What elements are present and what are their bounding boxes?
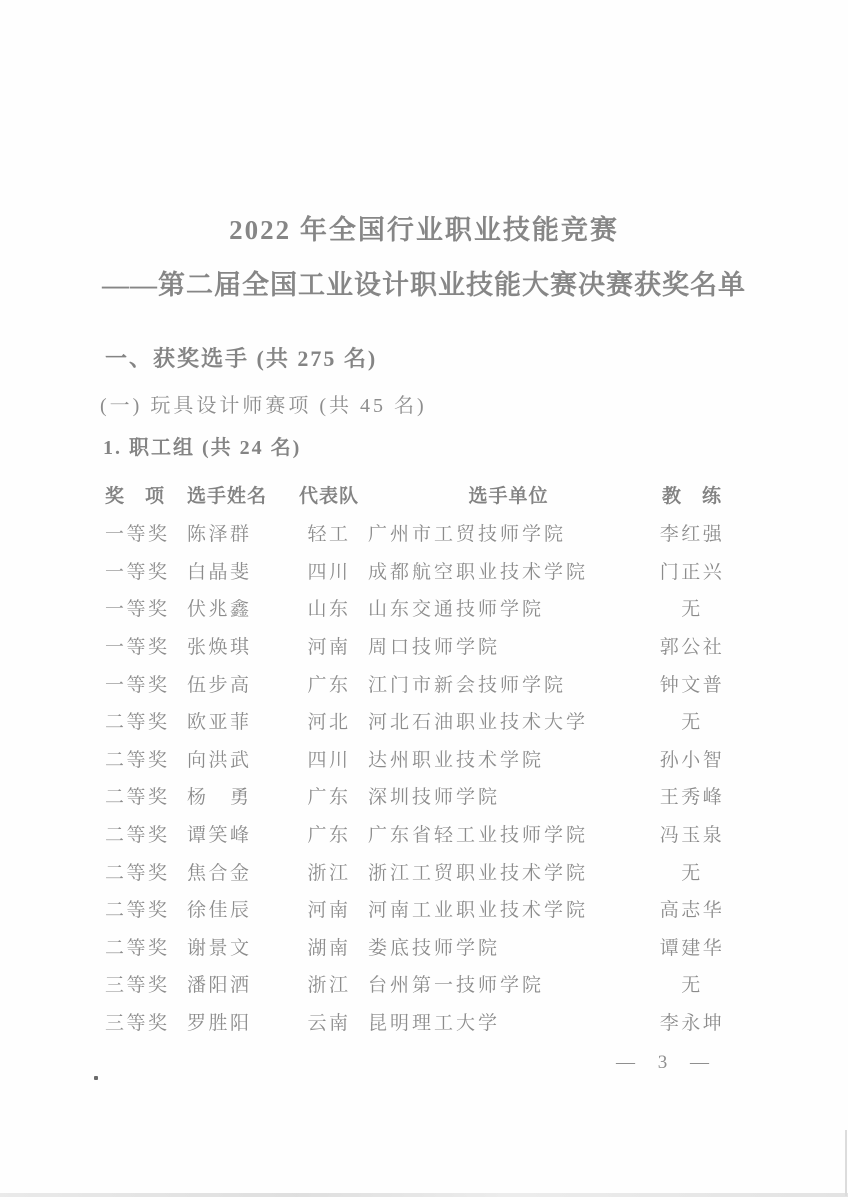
cell-name: 谭笑峰 — [187, 825, 252, 847]
page-number: — 3 — — [616, 1052, 718, 1073]
cell-team: 云南 — [307, 1013, 351, 1035]
cell-unit: 娄底技师学院 — [368, 937, 501, 959]
table-header-row — [105, 474, 735, 514]
cell-unit: 山东交通技师学院 — [368, 599, 545, 621]
cell-award: 二等奖 — [105, 787, 170, 809]
cell-name: 杨 勇 — [187, 787, 252, 809]
cell-award: 二等奖 — [105, 900, 170, 922]
cell-team: 广东 — [307, 825, 351, 847]
cell-award: 二等奖 — [105, 825, 170, 847]
cell-name: 向洪武 — [187, 749, 252, 771]
cell-unit: 昆明理工大学 — [368, 1013, 501, 1035]
cell-team: 轻工 — [307, 524, 351, 546]
scan-speck-artifact — [94, 1076, 98, 1080]
table-row — [105, 627, 735, 665]
winners-table — [105, 474, 735, 1040]
table-row — [105, 552, 735, 590]
table-row — [105, 514, 735, 552]
cell-coach: 孙小智 — [659, 749, 725, 771]
header-team: 代表队 — [298, 485, 359, 507]
cell-team: 广东 — [307, 787, 351, 809]
subsection-heading-toy-designer: (一) 玩具设计师赛项 (共 45 名) — [100, 395, 427, 417]
document-title-block — [0, 208, 848, 302]
table-row — [105, 890, 735, 928]
cell-coach: 门正兴 — [659, 561, 725, 583]
scan-bottom-edge-shadow — [0, 1193, 848, 1197]
table-row — [105, 965, 735, 1003]
header-name: 选手姓名 — [187, 485, 268, 507]
table-row — [105, 702, 735, 740]
table-row — [105, 815, 735, 853]
header-unit: 选手单位 — [468, 485, 549, 507]
table-row — [105, 928, 735, 966]
cell-coach: 李红强 — [659, 524, 725, 546]
cell-team: 河南 — [307, 900, 351, 922]
cell-award: 二等奖 — [105, 712, 170, 734]
cell-name: 伏兆鑫 — [187, 599, 252, 621]
cell-unit: 江门市新会技师学院 — [368, 674, 567, 696]
cell-team: 山东 — [307, 599, 351, 621]
title-line-2: ——第二届全国工业设计职业技能大赛决赛获奖名单 — [102, 270, 746, 300]
cell-unit: 周口技师学院 — [368, 637, 501, 659]
cell-name: 欧亚菲 — [187, 712, 252, 734]
cell-name: 谢景文 — [187, 937, 252, 959]
cell-unit: 深圳技师学院 — [368, 787, 501, 809]
section-heading-winners: 一、获奖选手 (共 275 名) — [105, 346, 378, 371]
cell-team: 浙江 — [307, 862, 351, 884]
cell-team: 河南 — [307, 637, 351, 659]
cell-team: 广东 — [307, 674, 351, 696]
cell-unit: 台州第一技师学院 — [368, 975, 545, 997]
cell-award: 一等奖 — [105, 674, 170, 696]
cell-coach: 无 — [681, 599, 703, 621]
cell-unit: 浙江工贸职业技术学院 — [368, 862, 589, 884]
cell-name: 张焕琪 — [187, 637, 252, 659]
table-row — [105, 777, 735, 815]
cell-name: 罗胜阳 — [187, 1013, 252, 1035]
cell-name: 徐佳辰 — [187, 900, 252, 922]
cell-award: 三等奖 — [105, 975, 170, 997]
cell-award: 一等奖 — [105, 561, 170, 583]
cell-award: 二等奖 — [105, 862, 170, 884]
cell-team: 四川 — [307, 561, 351, 583]
cell-coach: 无 — [681, 862, 703, 884]
table-row — [105, 852, 735, 890]
cell-coach: 高志华 — [659, 900, 725, 922]
cell-coach: 王秀峰 — [659, 787, 725, 809]
cell-unit: 广东省轻工业技师学院 — [368, 825, 589, 847]
cell-unit: 河南工业职业技术学院 — [368, 900, 589, 922]
table-row — [105, 740, 735, 778]
cell-name: 焦合金 — [187, 862, 252, 884]
cell-award: 一等奖 — [105, 524, 170, 546]
cell-award: 一等奖 — [105, 637, 170, 659]
cell-coach: 谭建华 — [659, 937, 725, 959]
cell-unit: 河北石油职业技术大学 — [368, 712, 589, 734]
cell-team: 浙江 — [307, 975, 351, 997]
cell-name: 伍步高 — [187, 674, 252, 696]
cell-unit: 达州职业技术学院 — [368, 749, 545, 771]
cell-team: 河北 — [307, 712, 351, 734]
table-row — [105, 1003, 735, 1041]
cell-name: 潘阳洒 — [187, 975, 252, 997]
cell-award: 三等奖 — [105, 1013, 170, 1035]
cell-name: 陈泽群 — [187, 524, 252, 546]
group-heading-employee-group: 1. 职工组 (共 24 名) — [103, 437, 302, 459]
cell-coach: 李永坤 — [659, 1013, 725, 1035]
cell-unit: 广州市工贸技师学院 — [368, 524, 567, 546]
table-row — [105, 589, 735, 627]
cell-unit: 成都航空职业技术学院 — [368, 561, 589, 583]
cell-coach: 无 — [681, 712, 703, 734]
table-row — [105, 664, 735, 702]
cell-team: 四川 — [307, 749, 351, 771]
cell-coach: 冯玉泉 — [659, 825, 725, 847]
header-coach: 教 练 — [661, 485, 722, 507]
cell-coach: 钟文普 — [659, 674, 725, 696]
title-line-1: 2022 年全国行业职业技能竞赛 — [229, 215, 619, 245]
cell-name: 白晶斐 — [187, 561, 252, 583]
cell-award: 二等奖 — [105, 937, 170, 959]
scan-right-edge-shadow — [845, 1130, 847, 1196]
cell-coach: 郭公社 — [659, 637, 725, 659]
cell-award: 一等奖 — [105, 599, 170, 621]
cell-coach: 无 — [681, 975, 703, 997]
cell-team: 湖南 — [307, 937, 351, 959]
cell-award: 二等奖 — [105, 749, 170, 771]
header-award: 奖 项 — [105, 485, 166, 507]
